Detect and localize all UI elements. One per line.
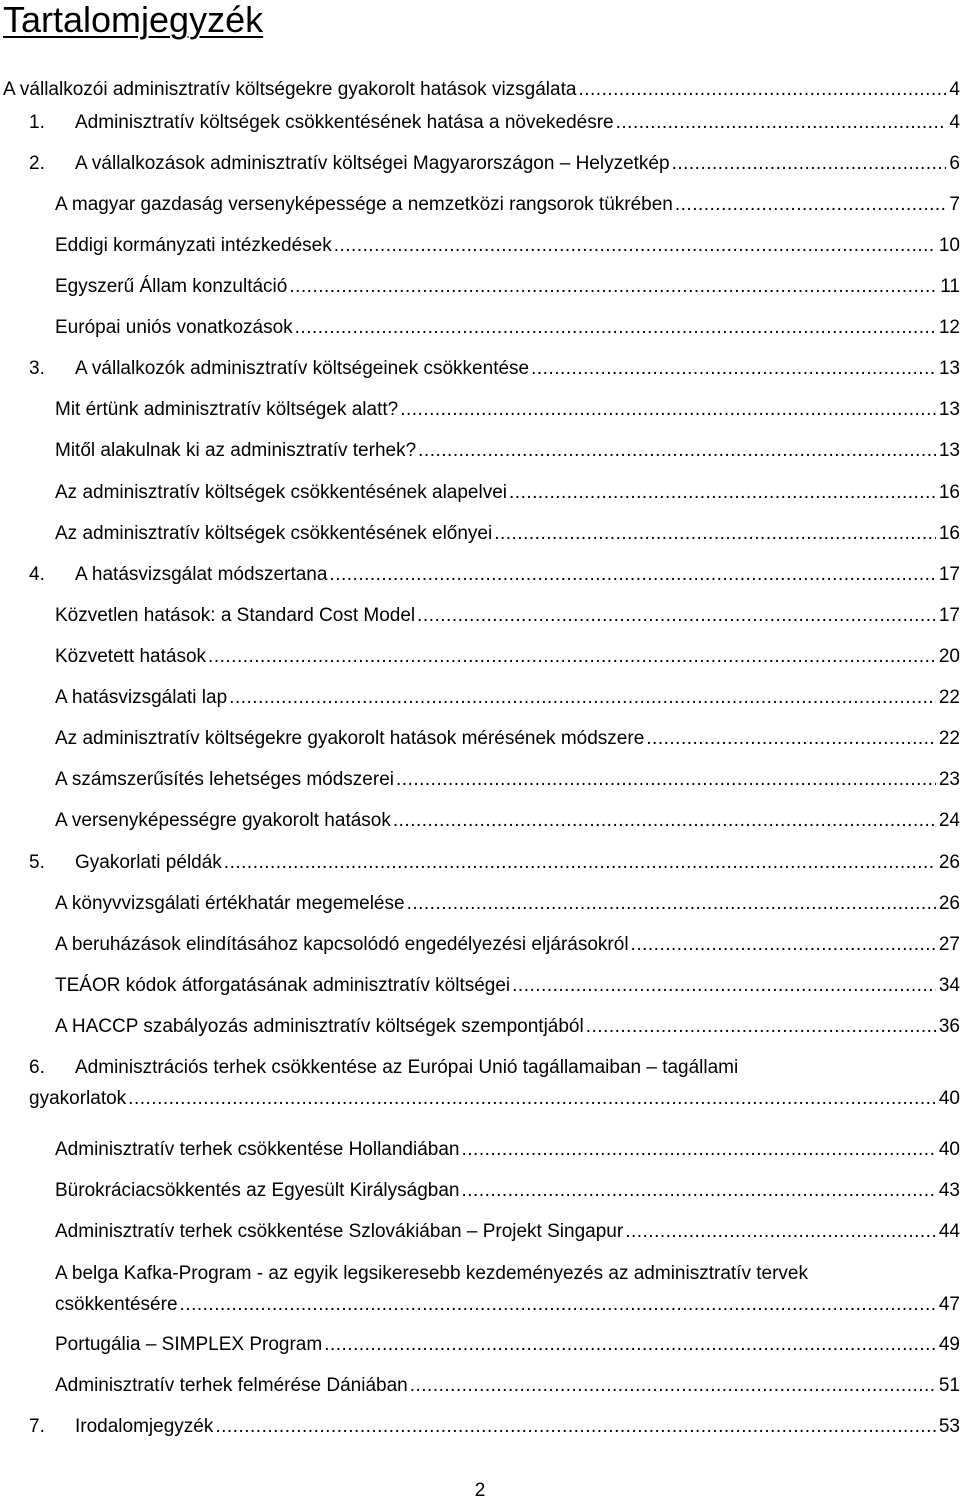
toc-entry[interactable]: [55, 727, 960, 751]
toc-page-number: 17: [938, 564, 960, 585]
toc-page-number: 53: [938, 1416, 960, 1437]
toc-entry[interactable]: [55, 974, 960, 998]
toc-entry[interactable]: [55, 1179, 960, 1203]
toc-entry-label: Adminisztratív költségek csökkentésének hatása a növekedésre: [75, 112, 614, 133]
toc-page-number: 7: [949, 194, 960, 215]
toc-page-number: 43: [938, 1180, 960, 1201]
toc-leader: [324, 1333, 936, 1357]
toc-entry[interactable]: [55, 234, 960, 258]
toc-entry[interactable]: [55, 1220, 960, 1244]
toc-entry[interactable]: [55, 522, 960, 546]
toc-leader: [675, 193, 947, 217]
toc-entry[interactable]: [55, 892, 960, 916]
toc-entry-label: A vállalkozói adminisztratív költségekre gyakorolt hatások vizsgálata: [3, 79, 577, 100]
toc-section-number: 7.: [29, 1416, 45, 1437]
toc-page-number: 34: [938, 975, 960, 996]
toc-entry[interactable]: [29, 1415, 960, 1439]
toc-leader: [289, 275, 937, 299]
toc-page-number: 44: [938, 1221, 960, 1242]
toc-leader: [229, 686, 936, 710]
toc-leader: [396, 768, 936, 792]
toc-leader: [586, 1015, 936, 1039]
toc-entry[interactable]: [55, 275, 960, 299]
toc-entry[interactable]: [29, 111, 960, 135]
toc-leader: [494, 522, 936, 546]
toc-page-number: 13: [938, 358, 960, 379]
toc-entry-label: Gyakorlati példák: [75, 852, 222, 873]
toc-leader: [418, 439, 936, 463]
toc-page-number: 16: [938, 523, 960, 544]
toc-entry-label: Irodalomjegyzék: [75, 1416, 214, 1437]
toc-page-number: 11: [940, 276, 960, 297]
toc-entry[interactable]: [55, 1015, 960, 1039]
toc-section-number: 4.: [29, 564, 45, 585]
toc-leader: [461, 1138, 935, 1162]
toc-entry-label: A könyvvizsgálati értékhatár megemelése: [55, 893, 405, 914]
toc-page-number: 40: [938, 1139, 960, 1160]
toc-leader: [407, 892, 936, 916]
toc-entry-label: A magyar gazdaság versenyképessége a nemzetközi rangsorok tükrében: [55, 194, 673, 215]
toc-leader: [295, 316, 936, 340]
toc-page-number: 22: [938, 687, 960, 708]
toc-entry[interactable]: [55, 1333, 960, 1357]
toc-entry[interactable]: [55, 604, 960, 628]
toc-entry[interactable]: [55, 439, 960, 463]
page-number: 2: [474, 1480, 486, 1501]
toc-page-number: 49: [938, 1334, 960, 1355]
toc-leader: [410, 1374, 936, 1398]
toc-entry-label: Adminisztratív terhek felmérése Dániában: [55, 1375, 408, 1396]
toc-section-number: 5.: [29, 852, 45, 873]
toc-page-number: 13: [938, 399, 960, 420]
toc-entry-label: A beruházások elindításához kapcsolódó engedélyezési eljárásokról: [55, 934, 629, 955]
toc-section-number: 3.: [29, 358, 45, 379]
toc-entry-label: Az adminisztratív költségek csökkentésének alapelvei: [55, 482, 508, 503]
toc-page-number: 20: [938, 646, 960, 667]
toc-page-number: 6: [949, 153, 960, 174]
toc-entry-label: A versenyképességre gyakorolt hatások: [55, 810, 391, 831]
toc-entry-label: A vállalkozók adminisztratív költségeinek csökkentése: [75, 358, 530, 379]
toc-entry[interactable]: [55, 1262, 960, 1317]
toc-entry-label: Az adminisztratív költségekre gyakorolt hatások mérésének módszere: [55, 728, 645, 749]
toc-section-number: 2.: [29, 153, 45, 174]
toc-page-number: 4: [949, 112, 960, 133]
toc-entry[interactable]: [55, 933, 960, 957]
toc-section-number: 6.: [29, 1057, 45, 1078]
toc-entry[interactable]: [55, 398, 960, 422]
toc-section-number: 1.: [29, 112, 45, 133]
toc-entry[interactable]: [55, 645, 960, 669]
toc-page-number: 12: [938, 317, 960, 338]
toc-entry-label: Európai uniós vonatkozások: [55, 317, 293, 338]
toc-entry-label: Adminisztrációs terhek csökkentése az Európai Unió tagállamaiban – tagállami: [75, 1057, 739, 1078]
toc-entry-label: A hatásvizsgálat módszertana: [75, 564, 328, 585]
toc-entry-label: Mit értünk adminisztratív költségek alatt?: [55, 399, 399, 420]
toc-leader: [400, 398, 936, 422]
toc-page-number: 40: [938, 1088, 960, 1109]
toc-leader: [461, 1179, 935, 1203]
toc-entry-label: TEÁOR kódok átforgatásának adminisztratív költségei: [55, 975, 511, 996]
toc-entry[interactable]: [29, 851, 960, 875]
toc-entry-label: Adminisztratív terhek csökkentése Hollandiában: [55, 1139, 460, 1160]
toc-entry-label: Az adminisztratív költségek csökkentésének előnyei: [55, 523, 493, 544]
toc-page-number: 4: [949, 79, 960, 100]
toc-leader: [672, 152, 947, 176]
toc-entry-label: Közvetlen hatások: a Standard Cost Model: [55, 605, 416, 626]
toc-page-number: 27: [938, 934, 960, 955]
toc-page-number: 36: [938, 1016, 960, 1037]
toc-entry[interactable]: [29, 1056, 960, 1111]
toc-page-number: 10: [938, 235, 960, 256]
toc-page-number: 16: [938, 482, 960, 503]
toc-entry-line2: [55, 1293, 960, 1317]
toc-entry[interactable]: [55, 768, 960, 792]
toc-title: Tartalomjegyzék: [3, 0, 264, 40]
toc-page-number: 22: [938, 728, 960, 749]
toc-entry-label: Portugália – SIMPLEX Program: [55, 1334, 323, 1355]
toc-entry-label: A számszerűsítés lehetséges módszerei: [55, 769, 394, 790]
toc-entry[interactable]: [55, 481, 960, 505]
toc-leader: [625, 1220, 936, 1244]
toc-entry-label-continued: csökkentésére: [55, 1294, 178, 1315]
toc-entry-label: Bürokráciacsökkentés az Egyesült Királyságban: [55, 1180, 460, 1201]
toc-entry[interactable]: [55, 1138, 960, 1162]
toc-leader: [616, 111, 947, 135]
toc-leader: [417, 604, 936, 628]
toc-leader: [512, 974, 936, 998]
toc-leader: [334, 234, 936, 258]
toc-entry-line2: [29, 1087, 960, 1111]
toc-entry-label-continued: gyakorlatok: [29, 1088, 127, 1109]
toc-leader: [329, 563, 935, 587]
toc-page-number: 26: [938, 852, 960, 873]
toc-leader: [128, 1087, 936, 1111]
toc-entry-label: A hatásvizsgálati lap: [55, 687, 228, 708]
toc-leader: [215, 1415, 936, 1439]
toc-page-number: 26: [938, 893, 960, 914]
toc-entry-label: Egyszerű Állam konzultáció: [55, 276, 288, 297]
toc-entry-label: A HACCP szabályozás adminisztratív költségek szempontjából: [55, 1016, 584, 1037]
toc-page-number: 51: [938, 1375, 960, 1396]
toc-entry[interactable]: [29, 563, 960, 587]
toc-leader: [208, 645, 936, 669]
toc-page-number: 17: [938, 605, 960, 626]
toc-entry-label: Adminisztratív terhek csökkentése Szlovákiában – Projekt Singapur: [55, 1221, 624, 1242]
toc-entry[interactable]: [55, 1374, 960, 1398]
toc-page-number: 47: [938, 1294, 960, 1315]
toc-entry-label: Eddigi kormányzati intézkedések: [55, 235, 332, 256]
toc-entry[interactable]: [29, 152, 960, 176]
toc-entry[interactable]: [55, 686, 960, 710]
toc-entry-line1: [55, 1262, 960, 1286]
toc-page-number: 13: [938, 440, 960, 461]
toc-entry-label: Közvetett hatások: [55, 646, 207, 667]
toc-entry[interactable]: [3, 78, 960, 102]
toc-leader: [578, 78, 946, 102]
toc-leader: [531, 357, 936, 381]
toc-entry-label: A vállalkozások adminisztratív költségei Magyarországon – Helyzetkép: [75, 153, 670, 174]
toc-page-number: 24: [938, 810, 960, 831]
toc-entry-label: Mitől alakulnak ki az adminisztratív terhek?: [55, 440, 417, 461]
toc-entry[interactable]: [55, 809, 960, 833]
toc-leader: [393, 809, 936, 833]
toc-entry-line1: [29, 1056, 960, 1080]
toc-entry[interactable]: [29, 357, 960, 381]
toc-leader: [224, 851, 936, 875]
toc-leader: [509, 481, 936, 505]
toc-leader: [180, 1293, 936, 1317]
toc-leader: [646, 727, 936, 751]
toc-entry[interactable]: [55, 193, 960, 217]
toc-page-number: 23: [938, 769, 960, 790]
toc-entry[interactable]: [55, 316, 960, 340]
toc-leader: [631, 933, 936, 957]
toc-entry-label: A belga Kafka-Program - az egyik legsikeresebb kezdeményezés az adminisztratív tervek: [55, 1263, 808, 1284]
